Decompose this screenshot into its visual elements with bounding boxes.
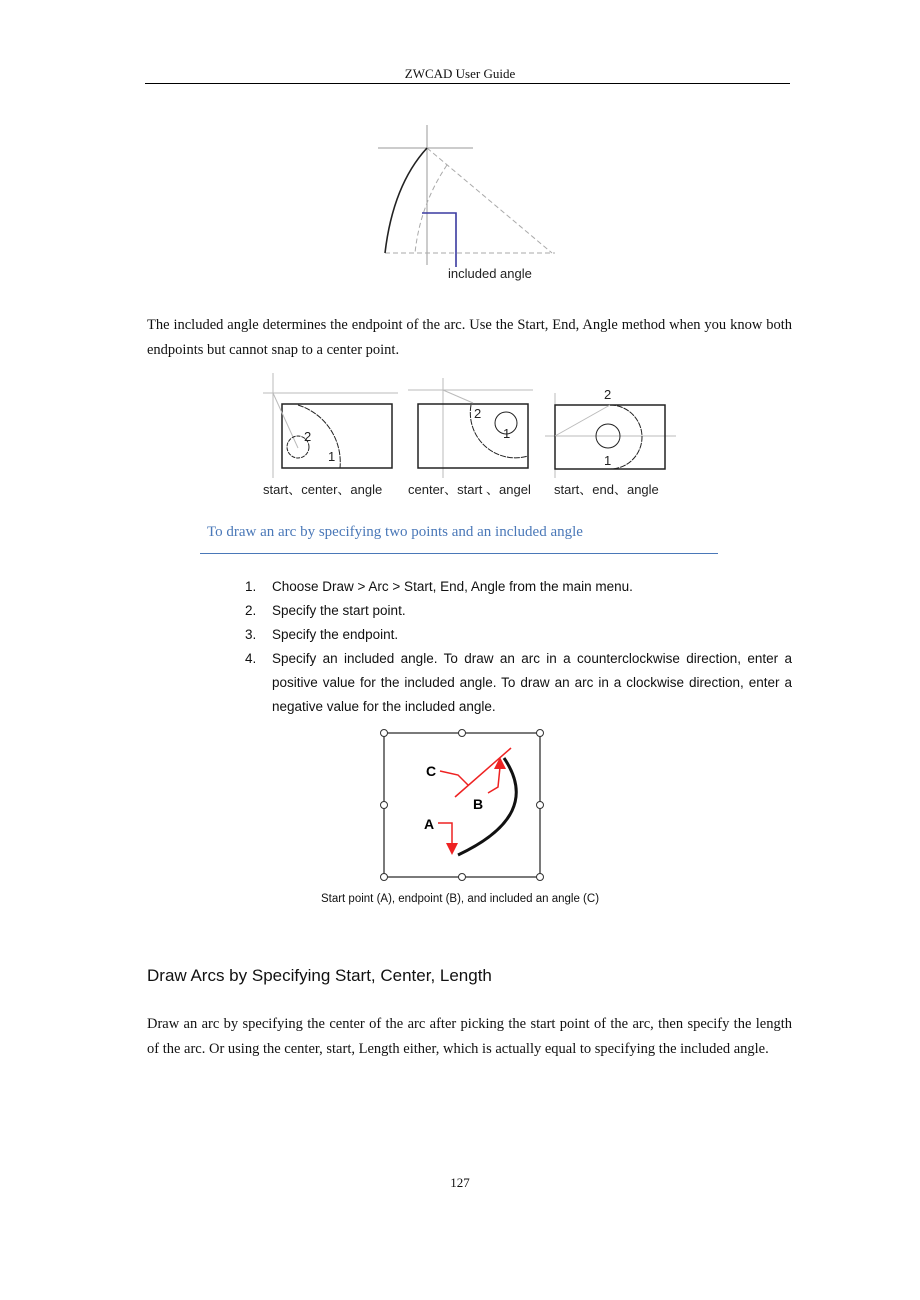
step-text: Specify the endpoint.: [272, 627, 399, 642]
label-a: A: [424, 816, 435, 832]
method-center-start-angle: [408, 378, 533, 497]
point-label-2: 2: [474, 406, 482, 421]
point-label-1: 1: [503, 426, 511, 441]
included-angle-figure: [375, 125, 555, 285]
figure1-label: included angle: [448, 266, 532, 281]
caption-center-start-angel: center、start 、angel: [408, 482, 531, 497]
point-label-1: 1: [604, 453, 612, 468]
section-heading-rule: [200, 553, 718, 554]
step-number: 2.: [245, 603, 257, 618]
start-end-angle-figure: [378, 725, 558, 885]
point-label-1: 1: [328, 449, 336, 464]
point-label-2: 2: [604, 387, 612, 402]
arc-methods-figure: [258, 368, 678, 500]
caption-start-end-angle: start、end、angle: [554, 482, 659, 497]
method-start-center-angle: [263, 373, 398, 497]
label-b: B: [473, 796, 484, 812]
step-number: 3.: [245, 627, 257, 642]
subsection-heading: Draw Arcs by Specifying Start, Center, Length: [147, 966, 492, 985]
section-heading: To draw an arc by specifying two points and an included angle: [207, 524, 583, 540]
step-text: Specify the start point.: [272, 603, 406, 618]
figure-caption: Start point (A), endpoint (B), and included an angle (C): [320, 893, 600, 905]
paragraph-2: Draw an arc by specifying the center of the arc after picking the start point of the arc, then specify the length of the arc. Or using the center, start, Length either, which is actually equal to specifying the included angle.: [147, 1016, 792, 1057]
header-rule: [145, 83, 790, 84]
method-start-end-angle: [545, 387, 676, 497]
step-number: 1.: [245, 579, 257, 594]
label-c: C: [426, 763, 437, 779]
step-number: 4.: [245, 651, 257, 666]
step-text: Specify an included angle. To draw an arc in a counterclockwise direction, enter a positive value for the included angle. To draw an arc in a clockwise direction, enter a negative value for the included angle.: [272, 651, 792, 714]
point-label-2: 2: [304, 429, 312, 444]
step-text: Choose Draw > Arc > Start, End, Angle from the main menu.: [272, 579, 633, 594]
page-number: 127: [450, 1175, 470, 1190]
paragraph-1: The included angle determines the endpoint of the arc. Use the Start, End, Angle method when you know both endpoints but cannot snap to a center point.: [147, 317, 792, 358]
caption-start-center-angle: start、center、angle: [263, 482, 383, 497]
running-header: ZWCAD User Guide: [404, 66, 516, 81]
